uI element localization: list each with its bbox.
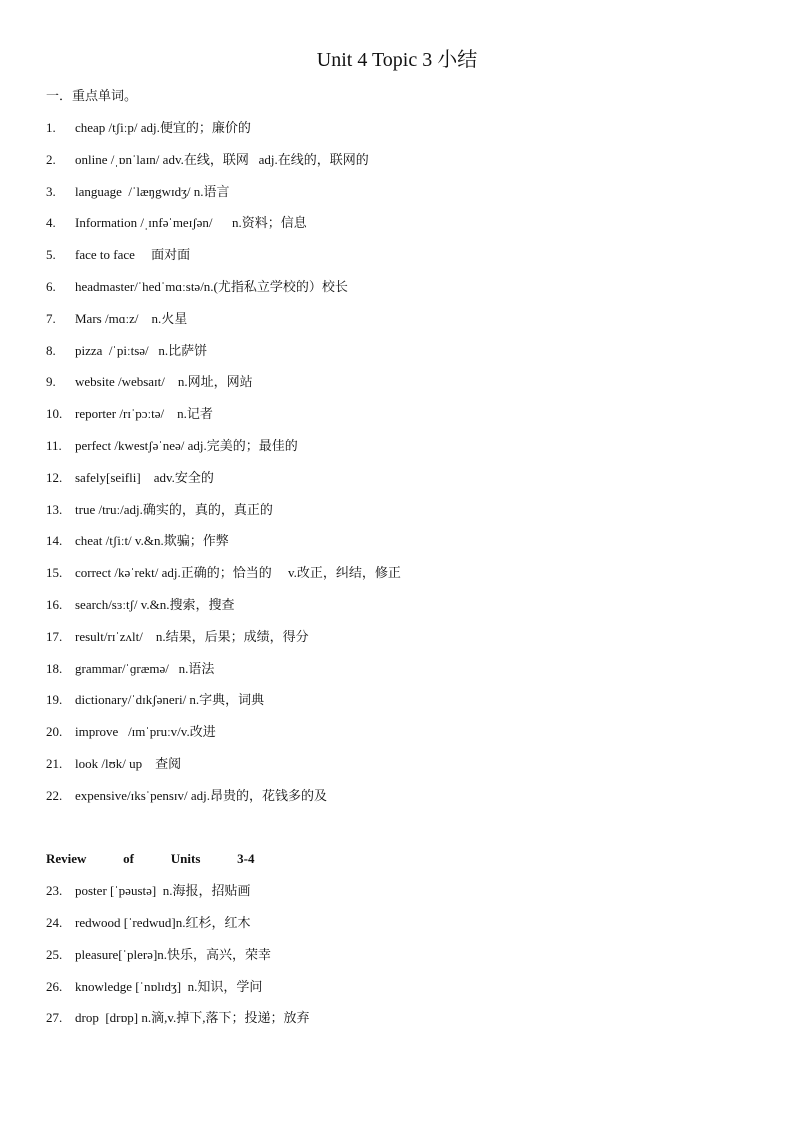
list-item bbox=[46, 150, 369, 170]
item-text: pizza /ˈpiːtsə/ n.比萨饼 bbox=[75, 343, 208, 358]
item-number: 17. bbox=[46, 629, 63, 644]
item-text: cheat /tʃiːt/ v.&n.欺骗；作弊 bbox=[75, 533, 229, 548]
list-item bbox=[46, 786, 327, 806]
item-text: online /ˌɒnˈlaɪn/ adv.在线，联网 adj.在线的，联网的 bbox=[75, 152, 369, 167]
item-number: 7. bbox=[46, 311, 56, 326]
item-number: 3. bbox=[46, 184, 56, 199]
item-text: result/rɪˈzʌlt/ n.结果，后果；成绩，得分 bbox=[75, 629, 309, 644]
item-number: 23. bbox=[46, 883, 63, 898]
item-number: 24. bbox=[46, 915, 63, 930]
item-number: 25. bbox=[46, 947, 63, 962]
list-item bbox=[46, 563, 401, 583]
list-item bbox=[46, 468, 214, 488]
item-text: drop [drɒp] n.滴,v.掉下,落下；投递；放弃 bbox=[75, 1010, 310, 1025]
list-item bbox=[46, 1008, 310, 1028]
list-item bbox=[46, 754, 181, 774]
list-item bbox=[46, 690, 264, 710]
item-text: poster [ˈpəustə] n.海报，招贴画 bbox=[75, 883, 251, 898]
item-number: 2. bbox=[46, 152, 56, 167]
item-number: 16. bbox=[46, 597, 63, 612]
item-text: perfect /kwestʃəˈneə/ adj.完美的；最佳的 bbox=[75, 438, 298, 453]
item-number: 9. bbox=[46, 374, 56, 389]
list-item bbox=[46, 309, 187, 329]
list-item bbox=[46, 372, 253, 392]
item-number: 21. bbox=[46, 756, 63, 771]
item-text: dictionary/ˈdɪkʃəneri/ n.字典，词典 bbox=[75, 692, 265, 707]
item-text: Mars /mɑːz/ n.火星 bbox=[75, 311, 188, 326]
item-text: expensive/ɪksˈpensɪv/ adj.昂贵的，花钱多的及 bbox=[75, 788, 328, 803]
list-item bbox=[46, 182, 229, 202]
item-number: 27. bbox=[46, 1010, 63, 1025]
list-item bbox=[46, 531, 229, 551]
item-number: 6. bbox=[46, 279, 56, 294]
item-number: 14. bbox=[46, 533, 63, 548]
page-title: Unit 4 Topic 3 小结 bbox=[316, 49, 478, 71]
item-text: search/sɜːtʃ/ v.&n.搜索，搜查 bbox=[75, 597, 235, 612]
item-text: redwood [ˈredwud]n.红杉，红木 bbox=[75, 915, 251, 930]
item-number: 11. bbox=[46, 438, 62, 453]
list-item bbox=[46, 913, 250, 933]
list-item bbox=[46, 436, 298, 456]
item-number: 26. bbox=[46, 979, 63, 994]
item-number: 1. bbox=[46, 120, 56, 135]
list-item bbox=[46, 595, 235, 615]
list-item bbox=[46, 118, 251, 138]
item-number: 19. bbox=[46, 692, 63, 707]
item-number: 12. bbox=[46, 470, 63, 485]
item-text: knowledge [ˈnɒlɪdʒ] n.知识，学问 bbox=[75, 979, 263, 994]
item-number: 22. bbox=[46, 788, 63, 803]
item-text: cheap /tʃiːp/ adj.便宜的；廉价的 bbox=[75, 120, 251, 135]
item-number: 20. bbox=[46, 724, 63, 739]
item-text: pleasure[ˈplerə]n.快乐，高兴，荣幸 bbox=[75, 947, 272, 962]
list-item bbox=[46, 977, 262, 997]
item-text: grammar/ˈɡræmə/ n.语法 bbox=[75, 661, 215, 676]
item-number: 15. bbox=[46, 565, 63, 580]
list-item bbox=[46, 213, 307, 233]
item-text: website /websaɪt/ n.网址，网站 bbox=[75, 374, 253, 389]
item-number: 4. bbox=[46, 215, 56, 230]
list-item bbox=[46, 245, 190, 265]
list-item bbox=[46, 659, 214, 679]
item-text: safely[seifli] adv.安全的 bbox=[75, 470, 214, 485]
item-text: reporter /rɪˈpɔːtə/ n.记者 bbox=[75, 406, 213, 421]
item-text: true /truː/adj.确实的，真的，真正的 bbox=[75, 502, 273, 517]
item-text: face to face 面对面 bbox=[75, 247, 191, 262]
item-text: Information /ˌɪnfəˈmeɪʃən/ n.资料；信息 bbox=[75, 215, 307, 230]
item-text: language /ˈlæŋgwɪdʒ/ n.语言 bbox=[75, 184, 230, 199]
item-text: correct /kəˈrekt/ adj.正确的；恰当的 v.改正，纠结，修正 bbox=[75, 565, 401, 580]
item-number: 18. bbox=[46, 661, 63, 676]
list-item bbox=[46, 341, 207, 361]
item-number: 5. bbox=[46, 247, 56, 262]
list-item bbox=[46, 722, 216, 742]
list-item bbox=[46, 404, 213, 424]
list-item bbox=[46, 945, 271, 965]
list-item bbox=[46, 500, 273, 520]
item-text: headmaster/ˈhedˈmɑːstə/n.(尤指私立学校的）校长 bbox=[75, 279, 348, 294]
list-item bbox=[46, 881, 250, 901]
item-number: 10. bbox=[46, 406, 63, 421]
review-heading: Review of Units 3-4 bbox=[46, 851, 255, 866]
list-item bbox=[46, 627, 309, 647]
list-item bbox=[46, 277, 348, 297]
section-heading: 一．重点单词。 bbox=[46, 89, 138, 104]
item-text: improve /ɪmˈpruːv/v.改进 bbox=[75, 724, 216, 739]
item-text: look /lʊk/ up 查阅 bbox=[75, 756, 182, 771]
item-number: 8. bbox=[46, 343, 56, 358]
item-number: 13. bbox=[46, 502, 63, 517]
